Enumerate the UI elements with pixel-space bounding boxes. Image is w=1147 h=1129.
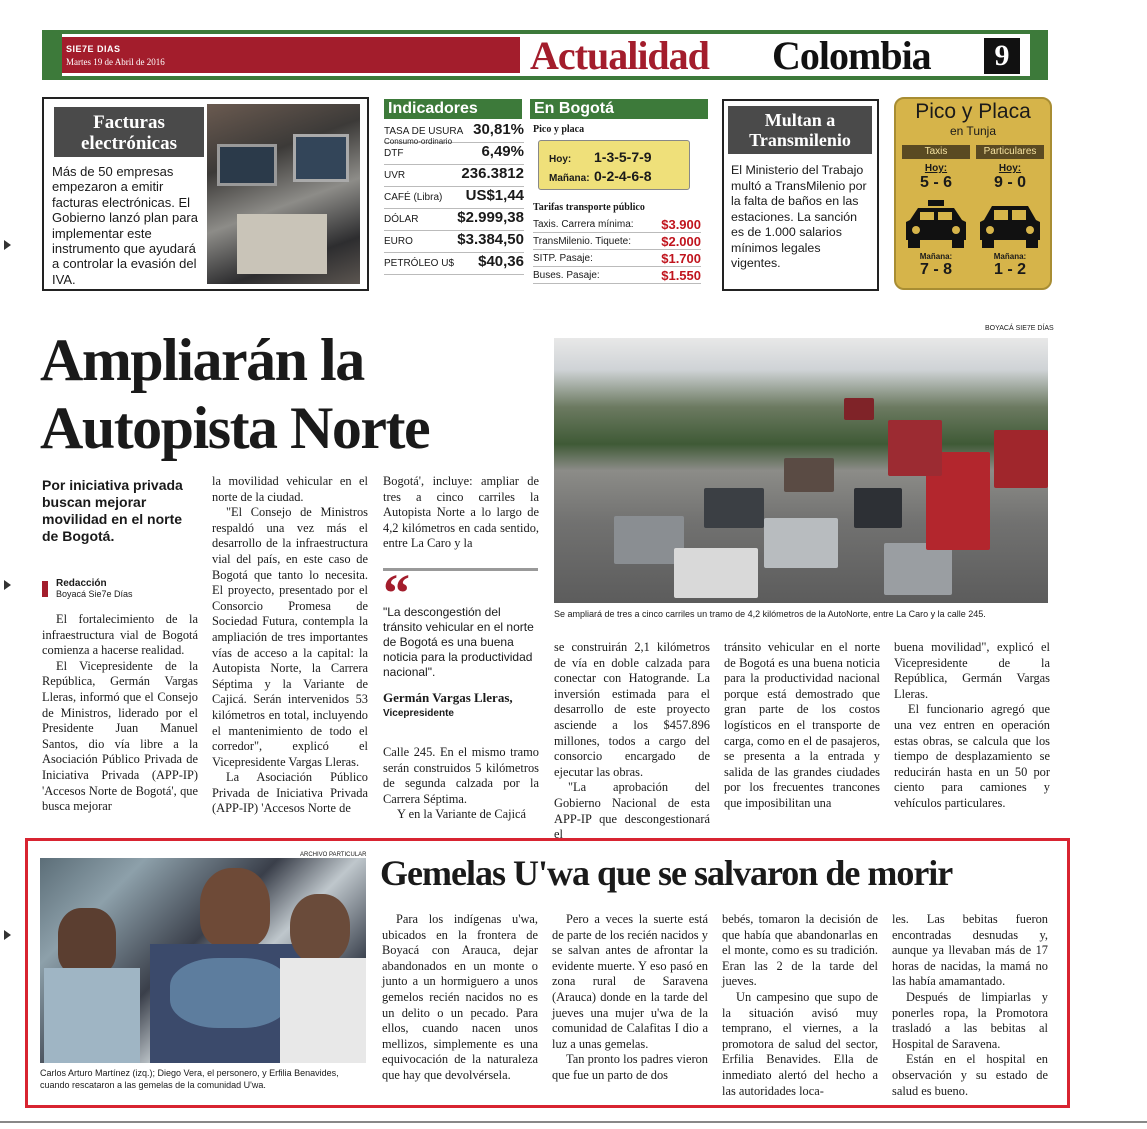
- indicador-row: [384, 165, 524, 187]
- margin-arrow-mark: [4, 240, 11, 250]
- indicadores-list: [384, 121, 524, 275]
- main-column-6: [894, 640, 1050, 812]
- pull-quote-author: Germán Vargas Lleras,: [383, 690, 513, 705]
- tunja-manana-label: Mañana:: [993, 252, 1027, 261]
- paragraph: Para los indígenas u'wa, ubicados en la frontera de Boyacá con Arauca, dejar abandonados en un monte o junto a un hormiguero a unos gemelos recién nacidos no es un delito o un pecado. Para ellos, cuando nacen unos mellizos, simplemente es una equivocación de la naturaleza que hay que devolvérsela.: [382, 912, 538, 1082]
- tarifa-value: $2.000: [661, 233, 701, 249]
- gemelas-column-3: [722, 912, 878, 1099]
- indicadores-title: Indicadores: [384, 99, 522, 119]
- main-column-4: [554, 640, 710, 843]
- margin-arrow-mark: [4, 580, 11, 590]
- section-title-actualidad: Actualidad: [530, 33, 709, 78]
- gemelas-photo-credit: ARCHIVO PARTICULAR: [300, 852, 367, 858]
- paragraph: "El Consejo de Ministros respaldó una vez más el desarrollo de la infraestructura vial del país, en este caso de Bogotá que tanto lo necesita. El proyecto, presentado por el Consorcio Promesa de Sociedad Futura, contempla la ampliación de tres importantes vías de acceso a la capital: la Autopista Norte, la Carrera Séptima y la Variante de Cajicá. Serán intervenidos 53 kilómetros en total, incluyendo el mantenimiento de todo el corredor", explicó el Vicepresidente Vargas Lleras.: [212, 505, 368, 769]
- header-right-strip: [1030, 34, 1048, 76]
- gemelas-headline: Gemelas U'wa que se salvaron de morir: [380, 853, 953, 893]
- page-bottom-rule: [0, 1121, 1147, 1123]
- indicador-row: [384, 231, 524, 253]
- paragraph: Calle 245. En el mismo tramo serán construidos 5 kilómetros de segunda calzada por la Carrera Séptima.: [383, 745, 539, 806]
- gemelas-column-1: [382, 912, 538, 1084]
- paragraph: Tan pronto los padres vieron que fue un parto de dos: [552, 1052, 708, 1082]
- car-icon: [976, 198, 1044, 250]
- main-column-1: [42, 612, 198, 815]
- pico-placa-label: Pico y placa: [533, 124, 585, 135]
- pull-quote: "La descongestión del tránsito vehicular en el norte de Bogotá es una buena noticia para la productividad nacional".: [383, 605, 534, 679]
- tarifa-row: [533, 216, 701, 233]
- paragraph: Un campesino que supo de la situación avisó muy temprano, el viernes, a la promotora de salud del sector, Erfilia Benavides. Ella de inmediato alertó del hecho a las autoridades loca-: [722, 989, 878, 1098]
- tarifa-row: [533, 267, 701, 284]
- header-left-strip: [42, 34, 62, 76]
- pico-hoy-row: [549, 149, 689, 166]
- byline-name: Boyacá Sie7e Días: [56, 589, 133, 599]
- paragraph: Después de limpiarlas y ponerles ropa, la Promotora trasladó a las bebitas al Hospital de Saravena.: [892, 989, 1048, 1051]
- main-column-3-bottom: [383, 745, 539, 823]
- tarifa-value: $1.550: [661, 267, 701, 283]
- gemelas-column-4: [892, 912, 1048, 1099]
- pico-manana-row: [549, 168, 689, 185]
- indicador-label: TASA DE USURA: [384, 126, 464, 137]
- indicador-row: [384, 253, 524, 275]
- paragraph: "La aprobación del Gobierno Nacional de esta APP-IP que descongestionará el: [554, 780, 710, 842]
- indicador-row: [384, 187, 524, 209]
- paragraph: La Asociación Público Privada de Iniciativa Privada (APP-IP) 'Accesos Norte de: [212, 770, 368, 816]
- paragraph: buena movilidad", explicó el Vicepresidente de la República, Germán Vargas Lleras.: [894, 640, 1050, 701]
- tunja-taxis-manana: [902, 252, 970, 279]
- tarifa-label: Taxis. Carrera mínima:: [533, 218, 634, 230]
- tunja-subtitle: en Tunja: [949, 124, 997, 138]
- paragraph: Pero a veces la suerte está de parte de los recién nacidos y se salvan antes de afrontar la evidente muerte. Y eso pasó en zona rural de Saravena (Arauca) donde en la tarde del jueves una mujer u'wa de la comunidad de Calafitas I dio a luz a unas gemelas.: [552, 912, 708, 1051]
- tunja-hoy-label: Hoy:: [998, 163, 1022, 174]
- gemelas-photo-caption: Carlos Arturo Martínez (izq.); Diego Vera, el personero, y Erfilia Benavides, cuando rescataron a las gemelas de la comunidad U'wa.: [40, 1068, 339, 1090]
- tunja-manana-label: Mañana:: [919, 252, 953, 261]
- indicador-value: $40,36: [478, 253, 524, 270]
- main-column-3-top: [383, 474, 539, 552]
- indicador-label: CAFÉ (Libra): [384, 192, 443, 203]
- pico-placa-plate: [538, 140, 690, 190]
- paragraph: se construirán 2,1 kilómetros de vía en doble calzada para conectar con Hatogrande. La inversión estimada para el desarrollo de este proyecto asciende a los $457.896 millones, todos a cargo del consorcio encargado de ejecutar las obras.: [554, 640, 710, 779]
- indicador-value: $2.999,38: [457, 209, 524, 226]
- tarifa-label: SITP. Pasaje:: [533, 252, 593, 264]
- indicador-label: EURO: [384, 236, 413, 247]
- main-photo-credit: BOYACÁ SIE7E DÍAS: [985, 325, 1054, 332]
- tunja-particulares-manana-value: 1 - 2: [993, 261, 1026, 278]
- header-red-band: [62, 37, 520, 73]
- main-column-2: [212, 474, 368, 817]
- tunja-taxis-hoy: [902, 163, 970, 192]
- tunja-taxis-manana-value: 7 - 8: [919, 261, 952, 278]
- quote-mark-icon: “: [383, 563, 410, 623]
- tarifas-title: Tarifas transporte público: [533, 202, 645, 213]
- paragraph: Bogotá', incluye: ampliar de tres a cinco carriles la Autopista Norte a lo largo de 4,2 kilómetros en cada sentido, entre La Caro y la: [383, 474, 539, 551]
- multan-title: Multan a Transmilenio: [749, 110, 851, 150]
- tarifa-value: $3.900: [661, 216, 701, 232]
- section-title-colombia: Colombia: [772, 33, 931, 78]
- tarifas-list: [533, 216, 701, 284]
- tunja-particulares-manana: [976, 252, 1044, 279]
- main-headline: Ampliarán la Autopista Norte: [40, 327, 430, 461]
- tunja-particulares-label: Particulares: [976, 145, 1044, 159]
- multan-text: El Ministerio del Trabajo multó a TransMilenio por la falta de baños en las estaciones. La sanción es de 1.000 salarios mínimos legales vigentes.: [731, 163, 867, 270]
- paragraph: bebés, tomaron la decisión de que había que abandonarlas en el monte, como es su tradición. Eran las 2 de la tarde del jueves.: [722, 912, 878, 989]
- indicador-row: [384, 209, 524, 231]
- byline-marker: [42, 581, 48, 597]
- paragraph: El fortalecimiento de la infraestructura vial de Bogotá comienza a hacerse realidad.: [42, 612, 198, 658]
- indicador-row: [384, 121, 524, 146]
- indicador-label: UVR: [384, 170, 406, 181]
- byline-role: Redacción: [56, 578, 107, 589]
- tarifa-row: [533, 250, 701, 267]
- tarifa-row: [533, 233, 701, 250]
- gemelas-photo: [40, 858, 366, 1063]
- paragraph: les. Las bebitas fueron encontradas desnudas y, aunque ya llevaban más de 17 horas de nacidas, la mamá no las había amamantado.: [892, 912, 1048, 989]
- pico-manana-label: Mañana:: [549, 173, 590, 184]
- tunja-taxis-label: Taxis: [902, 145, 970, 159]
- main-deck: Por iniciativa privada buscan mejorar movilidad en el norte de Bogotá.: [42, 477, 183, 544]
- indicador-label: PETRÓLEO U$: [384, 258, 455, 269]
- facturas-photo: [207, 104, 360, 284]
- tunja-particulares-hoy-value: 9 - 0: [993, 174, 1026, 191]
- paragraph: tránsito vehicular en el norte de Bogotá es una buena noticia para la productividad nacional porque está demostrado que gran parte de los costos logísticos en el transporte de carga, como en el de pasajeros, se presenta a la entrada y salida de las grandes ciudades por los frecuentes trancones que imposibilitan una: [724, 640, 880, 810]
- tunja-hoy-label: Hoy:: [924, 163, 948, 174]
- bogota-title: En Bogotá: [530, 99, 708, 119]
- indicador-label: DTF: [384, 148, 404, 159]
- gemelas-column-2: [552, 912, 708, 1084]
- paper-name: SIE7E DIAS: [66, 44, 121, 54]
- paragraph: El Vicepresidente de la República, Germán Vargas Lleras, informó que el Consejo de Ministros, liderado por el Presidente Juan Manuel Santos, dio vía libre a la Asociación Público Privada de Iniciativa Privada (APP-IP) 'Accesos Norte de Bogotá', que busca mejorar: [42, 658, 198, 814]
- paragraph: El funcionario agregó que una vez entren en operación estas obras, se calcula que los tiempo de desplazamiento se reducirán hasta en un 50 por ciento para camiones y vehículos particulares.: [894, 702, 1050, 810]
- main-column-5: [724, 640, 880, 812]
- indicador-value: 6,49%: [481, 143, 524, 160]
- facturas-title: Facturas electrónicas: [80, 112, 177, 154]
- indicador-sublabel: Consumo-ordinario: [384, 137, 453, 146]
- indicador-value: 236.3812: [461, 165, 524, 182]
- pico-manana-value: 0-2-4-6-8: [594, 168, 652, 184]
- tunja-taxis-hoy-value: 5 - 6: [919, 174, 952, 191]
- margin-arrow-mark: [4, 930, 11, 940]
- pull-quote-role: Vicepresidente: [383, 708, 454, 719]
- paragraph: Están en el hospital en observación y su estado de salud es bueno.: [892, 1052, 1048, 1098]
- indicador-value: US$1,44: [465, 187, 524, 204]
- autopista-photo: [554, 338, 1048, 603]
- indicador-value: $3.384,50: [457, 231, 524, 248]
- facturas-text: Más de 50 empresas empezaron a emitir facturas electrónicas. El Gobierno lanzó plan para implementar este instrumento que ayudará a controlar la evasión del IVA.: [52, 164, 198, 287]
- taxi-icon: [902, 198, 970, 250]
- pico-hoy-value: 1-3-5-7-9: [594, 149, 652, 165]
- main-photo-caption: Se ampliará de tres a cinco carriles un tramo de 4,2 kilómetros de la AutoNorte, entre La Caro y la calle 245.: [554, 609, 986, 619]
- paragraph: Y en la Variante de Cajicá: [397, 807, 527, 822]
- indicador-label: DÓLAR: [384, 214, 419, 225]
- tunja-title: Pico y Placa: [915, 100, 1031, 123]
- tarifa-label: Buses. Pasaje:: [533, 269, 600, 281]
- indicador-value: 30,81%: [473, 121, 524, 138]
- pico-hoy-label: Hoy:: [549, 154, 572, 165]
- tunja-particulares-hoy: [976, 163, 1044, 192]
- page-number: 9: [984, 38, 1020, 74]
- paragraph: la movilidad vehicular en el norte de la ciudad.: [212, 474, 368, 504]
- paper-date: Martes 19 de Abril de 2016: [66, 57, 165, 67]
- tarifa-label: TransMilenio. Tiquete:: [533, 235, 632, 247]
- tarifa-value: $1.700: [661, 250, 701, 266]
